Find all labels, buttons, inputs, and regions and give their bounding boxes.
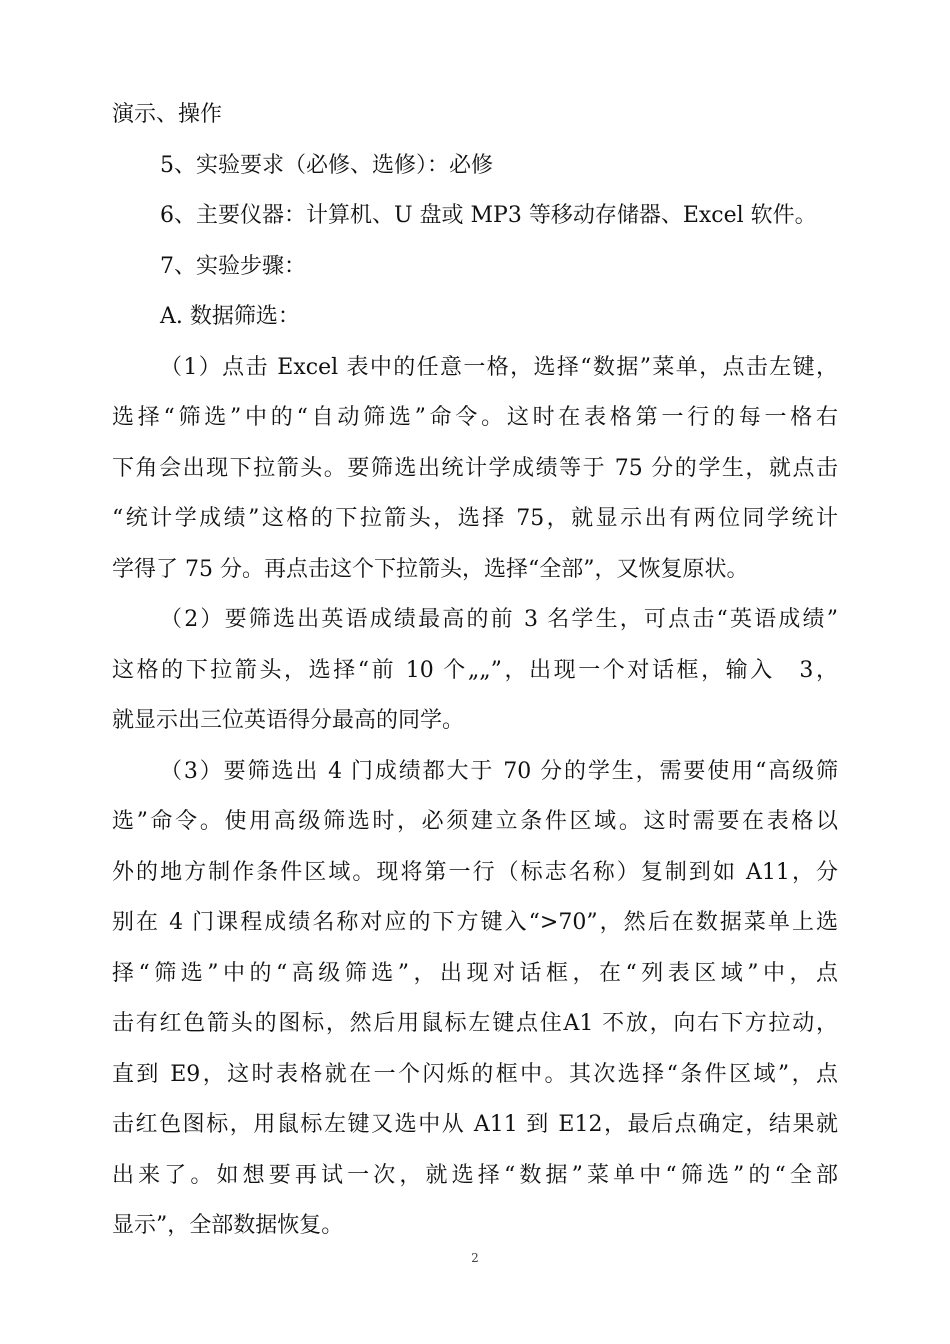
paragraph-1-line-3: 下角会出现下拉箭头。要筛选出统计学成绩等于 75 分的学生，就点击 xyxy=(112,455,838,481)
section-heading-filter: A. 数据筛选： xyxy=(160,304,300,329)
paragraph-1-line-1: （1）点击 Excel 表中的任意一格，选择“数据”菜单，点击左键， xyxy=(160,354,838,380)
paragraph-3-line-3: 外的地方制作条件区域。现将第一行（标志名称）复制到如 A11，分 xyxy=(112,859,838,885)
paragraph-3-line-5: 择“筛选”中的“高级筛选”，出现对话框，在“列表区域”中，点 xyxy=(112,960,838,986)
paragraph-3-line-10: 显示”，全部数据恢复。 xyxy=(112,1213,344,1238)
paragraph-2-line-2: 这格的下拉箭头，选择“前 10 个„„”，出现一个对话框，输入 3， xyxy=(112,657,838,683)
text-line-method: 演示、操作 xyxy=(112,102,223,127)
paragraph-3-line-1: （3）要筛选出 4 门成绩都大于 70 分的学生，需要使用“高级筛 xyxy=(160,758,838,784)
paragraph-3-line-2: 选”命令。使用高级筛选时，必须建立条件区域。这时需要在表格以 xyxy=(112,809,838,834)
paragraph-1-line-4: “统计学成绩”这格的下拉箭头，选择 75，就显示出有两位同学统计 xyxy=(112,506,838,531)
text-line-steps-heading: 7、实验步骤： xyxy=(160,253,306,279)
paragraph-3-line-9: 出来了。如想要再试一次，就选择“数据”菜单中“筛选”的“全部 xyxy=(112,1162,838,1188)
paragraph-3-line-6: 击有红色箭头的图标，然后用鼠标左键点住A1 不放，向右下方拉动， xyxy=(112,1011,838,1036)
paragraph-1-line-2: 选择“筛选”中的“自动筛选”命令。这时在表格第一行的每一格右 xyxy=(112,405,838,430)
paragraph-2-line-3: 就显示出三位英语得分最高的同学。 xyxy=(112,708,465,733)
paragraph-2-line-1: （2）要筛选出英语成绩最高的前 3 名学生，可点击“英语成绩” xyxy=(160,607,838,632)
page-number: 2 xyxy=(471,1251,479,1265)
paragraph-3-line-7: 直到 E9，这时表格就在一个闪烁的框中。其次选择“条件区域”，点 xyxy=(112,1061,838,1087)
text-line-requirement: 5、实验要求（必修、选修）：必修 xyxy=(160,152,493,178)
paragraph-1-line-5: 学得了 75 分。再点击这个下拉箭头，选择“全部”，又恢复原状。 xyxy=(112,556,749,582)
page-body xyxy=(112,90,838,1252)
paragraph-3-line-8: 击红色图标，用鼠标左键又选中从 A11 到 E12，最后点确定，结果就 xyxy=(112,1112,838,1137)
paragraph-3-line-4: 别在 4 门课程成绩名称对应的下方键入“>70”，然后在数据菜单上选 xyxy=(112,910,838,935)
text-line-instruments: 6、主要仪器：计算机、U 盘或 MP3 等移动存储器、Excel 软件。 xyxy=(160,203,817,228)
